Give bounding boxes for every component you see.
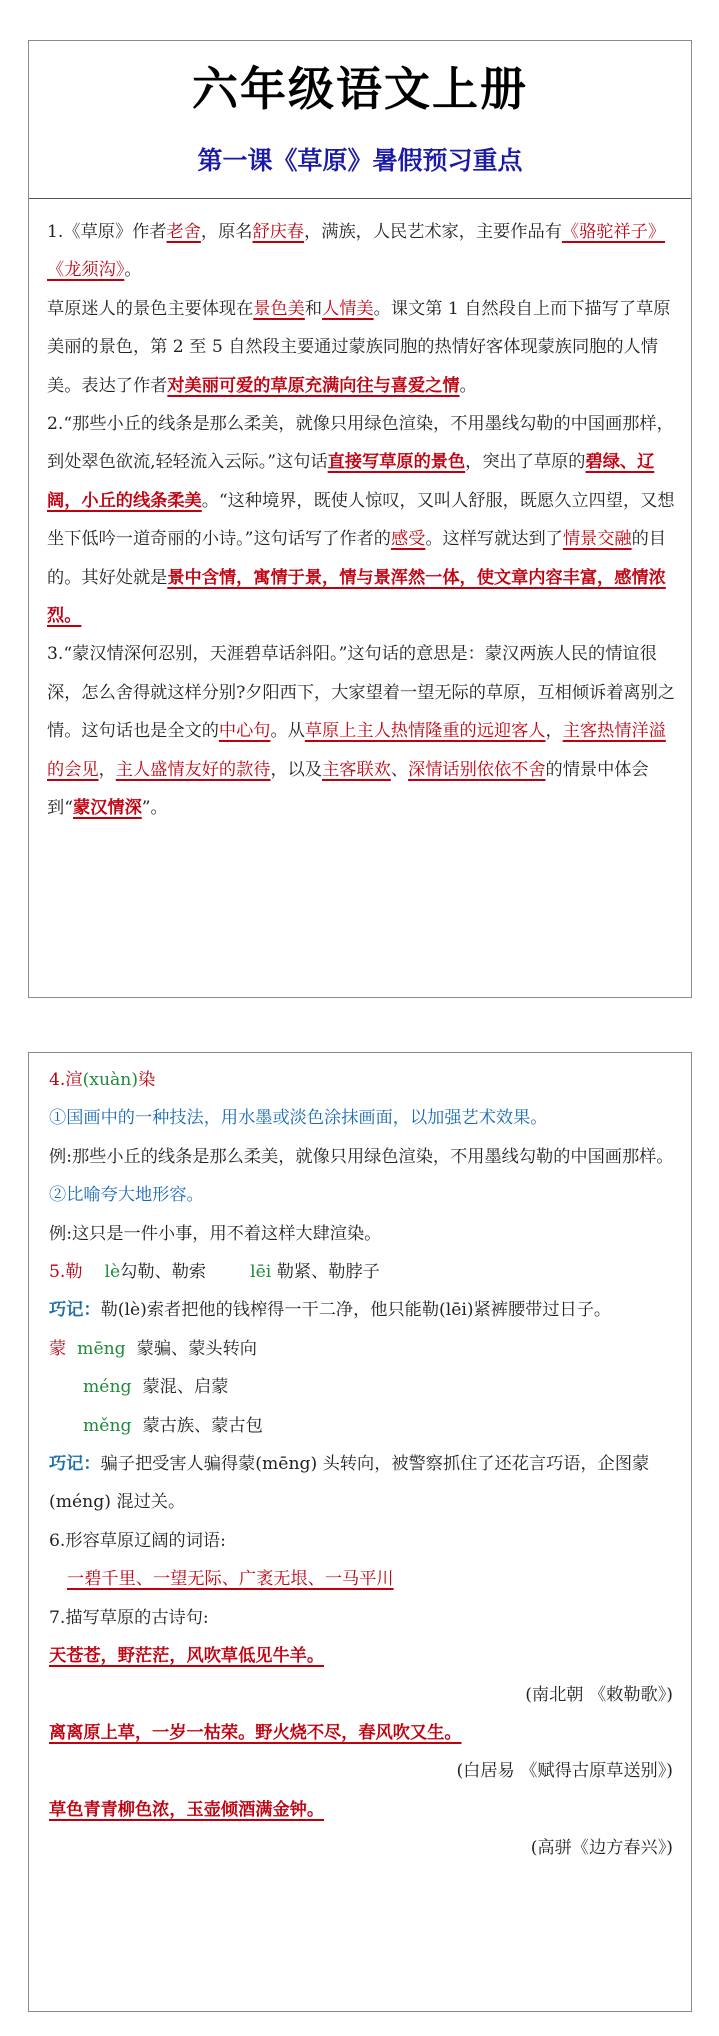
vocab-body [49, 1061, 679, 1868]
key-real-name: 舒庆春 [252, 222, 305, 242]
text: ， [545, 721, 563, 742]
item-6-words [49, 1560, 679, 1598]
summary-body [47, 213, 675, 828]
text: 的目的。其好处就是 [47, 529, 667, 588]
key-feel: 感受 [390, 529, 426, 550]
text: 的情景中体会到 [47, 759, 649, 819]
text: 。 [124, 260, 142, 281]
poem-1-source: (南北朝 《敕勒歌》) [525, 1684, 673, 1705]
words: 蒙骗、蒙头转向 [136, 1338, 257, 1359]
key-central: 中心句 [218, 721, 271, 742]
mnemonic-meng [49, 1445, 679, 1522]
text: ”。 [141, 798, 168, 819]
text: 。“这种境界，既使人惊叹，又叫人舒服，既愿久立四望，又想坐下低吟一道奇丽的小诗。”这句话写了作者的 [47, 490, 675, 550]
poem-1 [49, 1637, 679, 1675]
text: 5.勒 [49, 1262, 83, 1283]
pinyin: lēi [250, 1262, 272, 1283]
poem-3 [49, 1791, 679, 1829]
example-1: 例:那些小丘的线条是那么柔美，就像只用绿色渲染，不用墨线勾勒的中国画那样。 [49, 1146, 674, 1167]
lesson-subtitle: 第一课《草原》暑假预习重点 [197, 146, 523, 175]
text: 。这样写就达到了 [425, 529, 563, 550]
key-benefit: 景中含情，寓情于景，情与景浑然一体，使文章内容丰富，感情浓烈。 [47, 567, 666, 627]
text: ，以及 [270, 759, 323, 780]
pinyin: lè [104, 1262, 121, 1283]
text: 蒙 [49, 1338, 67, 1359]
key-theme: 蒙汉情深 [73, 798, 142, 819]
pinyin: (xuàn) [82, 1070, 139, 1090]
text: ，原名 [200, 222, 253, 242]
key-direct: 直接写草原的景色 [327, 452, 466, 473]
key-author: 老舍 [166, 222, 201, 242]
item-5-head [49, 1253, 679, 1291]
paragraph-author [47, 213, 675, 290]
text: 3.“蒙汉情深何忍别，天涯碧草话斜阳。”这句话的意思是：蒙汉两族人民的情谊很深，怎么舍得就这样分别?夕阳西下，大家望着一望无际的草原，互相倾诉着离别之情。这句话也是全文的 [47, 644, 675, 742]
text: 染 [138, 1070, 156, 1090]
words: 勒紧、勒脖子 [276, 1262, 380, 1283]
poem-3-source: (高骈《边方春兴》) [530, 1838, 673, 1859]
vocab-panel [28, 1052, 692, 2012]
page-title: 六年级语文上册 [192, 62, 528, 116]
mnemonic-label: 巧记： [49, 1300, 101, 1321]
example-2: 例:这只是一件小事，用不着这样大肆渲染。 [49, 1223, 382, 1244]
item-6-head: 6.形容草原辽阔的词语: [49, 1530, 226, 1551]
words: 蒙混、启蒙 [142, 1377, 229, 1398]
key-people: 人情美 [322, 298, 374, 319]
key-features: 碧绿、辽阔，小丘的线条柔美 [47, 452, 655, 511]
meng-line-2 [49, 1368, 679, 1406]
text: 草原迷人的景色主要体现在 [47, 298, 254, 319]
divider [29, 198, 691, 199]
text: 。课文第 1 自然段自上而下描写了草原美丽的景色，第 2 至 5 自然段主要通过蒙族同胞的热情好客体现蒙族同胞的人情美。表达了作者 [47, 298, 671, 396]
text: 骗子把受害人骗得蒙(mēng) 头转向，被警察抓住了还花言巧语，企图蒙(méng) 混过关。 [49, 1454, 650, 1513]
key-party: 主客联欢 [322, 759, 391, 780]
key-hospitality: 主人盛情友好的款待 [115, 759, 271, 780]
paragraph-sentence-2 [47, 405, 675, 635]
key-blend: 情景交融 [562, 529, 632, 550]
text: ，突出了草原的 [465, 452, 586, 473]
item-7-head: 7.描写草原的古诗句: [49, 1607, 209, 1628]
text: 1.《草原》作者 [47, 222, 167, 242]
paragraph-scenery [47, 290, 675, 405]
text: 2.“那些小丘的线条是那么柔美，就像只用绿色渲染，不用墨线勾勒的中国画那样，到处翠色欲流,轻轻流入云际。”这句话 [47, 414, 674, 473]
poem-2-source: (白居易 《赋得古原草送别》) [456, 1761, 673, 1782]
summary-panel [28, 40, 692, 998]
pinyin: méng [83, 1377, 132, 1398]
words: 蒙古族、蒙古包 [142, 1415, 263, 1436]
text: ，满族，人民艺术家，主要作品有 [304, 222, 562, 242]
text: “ [64, 798, 73, 819]
definition-2: ②比喻夸大地形容。 [49, 1185, 204, 1206]
meng-line-1 [49, 1330, 679, 1368]
text: 。 [459, 375, 477, 396]
text: 和 [304, 298, 323, 319]
meng-line-3 [49, 1407, 679, 1445]
definition-1: ①国画中的一种技法，用水墨或淡色涂抹画面，以加强艺术效果。 [49, 1108, 548, 1129]
key-scenery: 景色美 [253, 298, 305, 319]
key-works: 《骆驼祥子》 《龙须沟》 [47, 222, 666, 281]
text: 勒(lè)索者把他的钱榨得一干二净，他只能勒(lēi)紧裤腰带过日子。 [100, 1300, 612, 1321]
key-welcome: 草原上主人热情隆重的远迎客人 [304, 721, 546, 742]
mnemonic-label: 巧记： [49, 1454, 101, 1475]
paragraph-sentence-3 [47, 635, 675, 827]
text: 。从 [270, 721, 305, 742]
key-farewell: 深情话别依依不舍 [408, 759, 546, 780]
poem-2 [49, 1714, 679, 1752]
key-feeling: 对美丽可爱的草原充满向往与喜爱之情 [167, 375, 460, 396]
poem-line: 天苍苍，野茫茫，风吹草低见牛羊。 [49, 1646, 325, 1667]
mnemonic-le [49, 1291, 679, 1329]
text: 4.渲 [49, 1070, 83, 1090]
key-words: 一碧千里、一望无际、广袤无垠、一马平川 [67, 1569, 394, 1590]
item-4-head [49, 1061, 679, 1099]
text: 、 [390, 759, 409, 780]
poem-line: 离离原上草，一岁一枯荣。野火烧不尽，春风吹又生。 [49, 1722, 462, 1743]
pinyin: mēng [77, 1338, 126, 1359]
poem-line: 草色青青柳色浓，玉壶倾酒满金钟。 [49, 1799, 325, 1820]
key-meeting: 主客热情洋溢的会见 [47, 721, 666, 780]
pinyin: měng [83, 1415, 132, 1436]
words: 勾勒、勒索 [120, 1262, 207, 1283]
text: ， [98, 759, 116, 780]
